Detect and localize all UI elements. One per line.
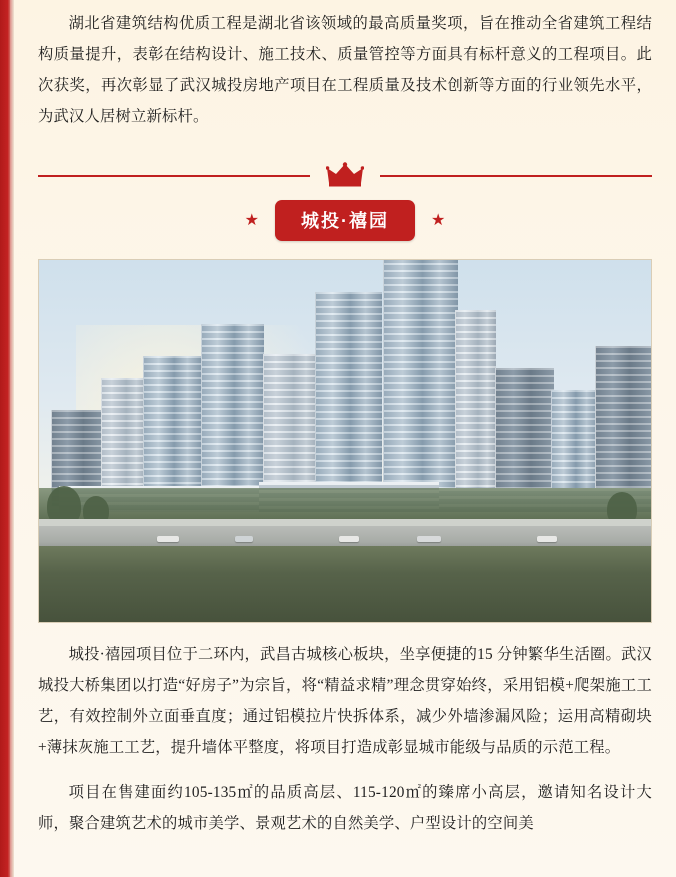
section-title-band bbox=[14, 200, 676, 241]
project-rendering-image bbox=[38, 259, 652, 623]
rendering-building bbox=[315, 292, 382, 506]
rendering-building bbox=[455, 310, 496, 506]
rendering-car bbox=[339, 536, 359, 542]
section-divider bbox=[38, 158, 652, 190]
rendering-car bbox=[235, 536, 253, 542]
rendering-main-tower bbox=[383, 259, 458, 506]
rendering-building bbox=[201, 324, 264, 506]
paragraph-project-units: 项目在售建面约105-135㎡的品质高层、115-120㎡的臻席小高层，邀请知名设计大师，聚合建筑艺术的城市美学、景观艺术的自然美学、户型设计的空间美 bbox=[38, 784, 652, 832]
rendering-car bbox=[417, 536, 441, 542]
page-left-rail bbox=[0, 0, 14, 877]
rendering-building bbox=[495, 368, 554, 506]
rendering-ground bbox=[39, 546, 651, 622]
paragraph-project-location: 城投·禧园项目位于二环内，武昌古城核心板块，坐享便捷的15 分钟繁华生活圈。武汉城投大桥集团以打造“好房子”为宗旨，将“精益求精”理念贯穿始终，采用铝模+爬架施工工艺，有效控制外立面垂直度；通过铝模拉片快拆体系，减少外墙渗漏风险；运用高精砌块+薄抹灰施工工艺，提升墙体平整度，将项目打造成彰显城市能级与品质的示范工程。 bbox=[38, 646, 652, 756]
rendering-building bbox=[143, 356, 202, 506]
rendering-road-edge bbox=[39, 519, 651, 526]
section-title: 城投·禧园 bbox=[275, 200, 415, 241]
rendering-car bbox=[537, 536, 557, 542]
divider-line-left bbox=[38, 175, 310, 177]
divider-line-right bbox=[380, 175, 652, 177]
crown-icon bbox=[325, 160, 365, 190]
star-icon-left: ★ bbox=[244, 211, 259, 229]
article-page bbox=[14, 0, 676, 877]
star-icon-right: ★ bbox=[431, 211, 446, 229]
paragraph-award-intro: 湖北省建筑结构优质工程是湖北省该领域的最高质量奖项，旨在推动全省建筑工程结构质量提升，表彰在结构设计、施工技术、质量管控等方面具有标杆意义的工程项目。此次获奖，再次彰显了武汉城投房地产项目在工程质量及技术创新等方面的行业领先水平，为武汉人居树立新标杆。 bbox=[38, 15, 652, 125]
rendering-building bbox=[595, 346, 652, 506]
rendering-treeline bbox=[39, 488, 651, 522]
rendering-car bbox=[157, 536, 179, 542]
